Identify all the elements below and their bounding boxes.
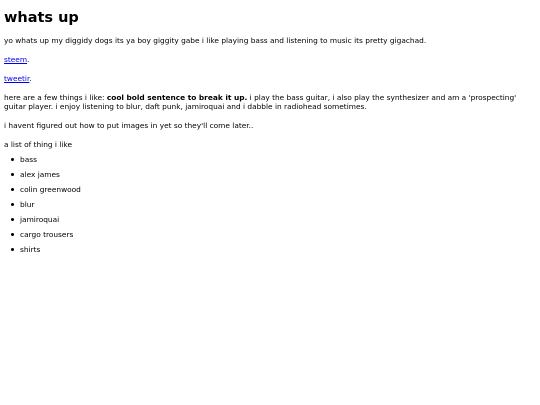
list-item bbox=[20, 245, 536, 254]
list-item-label: cargo trousers bbox=[20, 230, 74, 239]
list-item bbox=[20, 185, 536, 194]
list-item bbox=[20, 155, 536, 164]
bullet-icon bbox=[11, 203, 14, 206]
list-item-label: alex james bbox=[20, 170, 60, 179]
list-item bbox=[20, 215, 536, 224]
things-prefix: here are a few things i like: bbox=[4, 93, 107, 102]
list-item bbox=[20, 170, 536, 179]
page-title: whats up bbox=[4, 10, 79, 26]
steem-link[interactable]: steem bbox=[4, 55, 28, 64]
bullet-icon bbox=[11, 158, 14, 161]
bullet-icon bbox=[11, 233, 14, 236]
list-item-label: colin greenwood bbox=[20, 185, 81, 194]
likes-list bbox=[4, 155, 536, 254]
list-item-label: shirts bbox=[20, 245, 41, 254]
steem-link-paragraph bbox=[4, 55, 536, 64]
bullet-icon bbox=[11, 248, 14, 251]
things-suffix: i play the bass guitar, i also play the synthesizer and am a 'prospecting' guitar player. i enjoy listening to blur, daft punk, jamiroquai and i dabble in radiohead sometimes. bbox=[4, 93, 517, 111]
tweetir-link-suffix: . bbox=[29, 74, 32, 83]
things-bold-sentence: cool bold sentence to break it up. bbox=[106, 93, 248, 102]
list-item-label: jamiroquai bbox=[20, 215, 60, 224]
bullet-icon bbox=[11, 188, 14, 191]
list-item-label: bass bbox=[20, 155, 37, 164]
list-item bbox=[20, 200, 536, 209]
tweetir-link[interactable]: tweetir bbox=[4, 74, 30, 83]
list-item bbox=[20, 230, 536, 239]
list-intro: a list of thing i like bbox=[4, 140, 72, 149]
tweetir-link-paragraph bbox=[4, 74, 536, 83]
steem-link-suffix: . bbox=[27, 55, 30, 64]
things-paragraph bbox=[4, 93, 532, 111]
bullet-icon bbox=[11, 173, 14, 176]
images-note-paragraph: i havent figured out how to put images in yet so they'll come later.. bbox=[4, 121, 254, 130]
list-item-label: blur bbox=[20, 200, 35, 209]
intro-paragraph: yo whats up my diggidy dogs its ya boy giggity gabe i like playing bass and listening to music its pretty gigachad. bbox=[4, 36, 427, 45]
bullet-icon bbox=[11, 218, 14, 221]
